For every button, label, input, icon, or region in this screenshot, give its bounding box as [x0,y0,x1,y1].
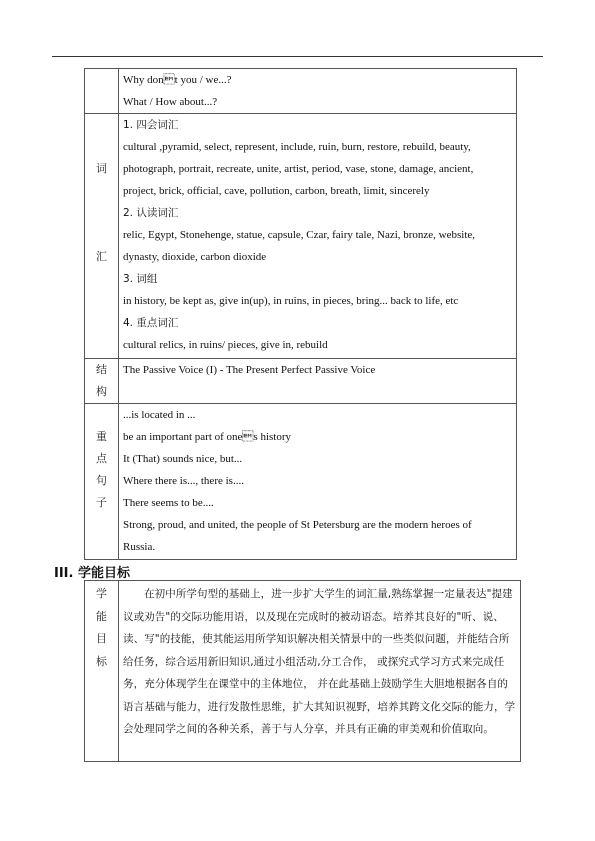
objectives-text: 在初中所学句型的基础上，进一步扩大学生的词汇量,熟练掌握一定量表达"提建议或劝告"的交际功能用语，以及现在完成时的被动语态。培养其良好的"听、说、读、写"的技能，使其能运用所学知识解决相关情景中的一些类似问题，并能结合所给任务，综合运用新旧知识,通过小组活动,分工合作， 或探究式学习方式来完成任务，充分体现学生在课堂中的主体地位， 并在此基础上鼓励学生大胆地根据各自的语言基础与能力，进行发散性思维，扩大其知识视野，培养其跨文化交际的能力，学会处理同学之间的各种关系，善于与人分享，并具有正确的审美观和价值取向。 [119,581,521,762]
recognition-words: relic, Egypt, Stonehenge, statue, capsule, Czar, fairy tale, Nazi, bronze, website, [123,229,476,241]
expressions-cell [119,69,517,114]
label-char: 标 [96,654,107,668]
table-row-objectives [85,581,521,762]
vocab-words: project, brick, official, cave, pollution, carbon, breath, limit, sincerely [123,185,430,197]
row-label-objectives [85,581,119,762]
sentence-line: Russia. [123,541,156,553]
label-char: 词 [96,162,107,175]
row-label-key-sentences [85,404,119,560]
vocab-heading-4: 4. 重点词汇 [123,317,179,329]
structure-cell [119,359,517,404]
vocabulary-cell [119,114,517,359]
row-label-empty [85,69,119,114]
table-row-structure [85,359,517,404]
learning-objectives-table [84,580,521,762]
label-char: 重 [96,430,107,443]
table-row-expressions [85,69,517,114]
vocab-words: photograph, portrait, recreate, unite, artist, period, vase, stone, damage, ancient, [123,163,474,175]
label-char: 结 [96,363,107,376]
sentence-line: ...is located in ... [123,409,196,421]
vocab-heading-2: 2. 认读词汇 [123,207,179,219]
vocab-words: cultural ,pyramid, select, represent, include, ruin, burn, restore, rebuild, beauty, [123,141,471,153]
label-char: 能 [96,609,107,623]
expression-line: Why dont you / we...? [123,74,232,86]
sentence-line: Strong, proud, and united, the people of St Petersburg are the modern heroes of [123,519,472,531]
label-char: 学 [96,587,107,600]
vocab-heading-1: 1. 四会词汇 [123,119,179,131]
label-char: 汇 [96,250,107,263]
label-char: 构 [96,385,107,398]
label-char: 目 [96,632,107,645]
key-vocab: cultural relics, in ruins/ pieces, give in, rebuild [123,339,328,351]
phrase-list: in history, be kept as, give in(up), in ruins, in pieces, bring... back to life, etc [123,295,459,307]
sentence-line: It (That) sounds nice, but... [123,453,243,465]
table-row-vocabulary [85,114,517,359]
label-char: 点 [96,452,107,465]
structure-text: The Passive Voice (I) - The Present Perfect Passive Voice [123,364,376,376]
key-sentences-cell [119,404,517,560]
vocab-heading-3: 3. 词组 [123,273,158,285]
recognition-words: dynasty, dioxide, carbon dioxide [123,251,267,263]
sentence-line: There seems to be.... [123,497,214,509]
header-rule [52,56,543,57]
sentence-line: Where there is..., there is.... [123,475,244,487]
expression-line: What / How about...? [123,96,218,108]
section-title: III. 学能目标 [54,566,130,581]
lesson-plan-table [84,68,517,560]
row-label-structure [85,359,119,404]
label-char: 句 [96,474,107,487]
label-char: 子 [96,496,107,509]
row-label-vocabulary [85,114,119,359]
table-row-key-sentences [85,404,517,560]
sentence-line: be an important part of ones history [123,431,292,443]
